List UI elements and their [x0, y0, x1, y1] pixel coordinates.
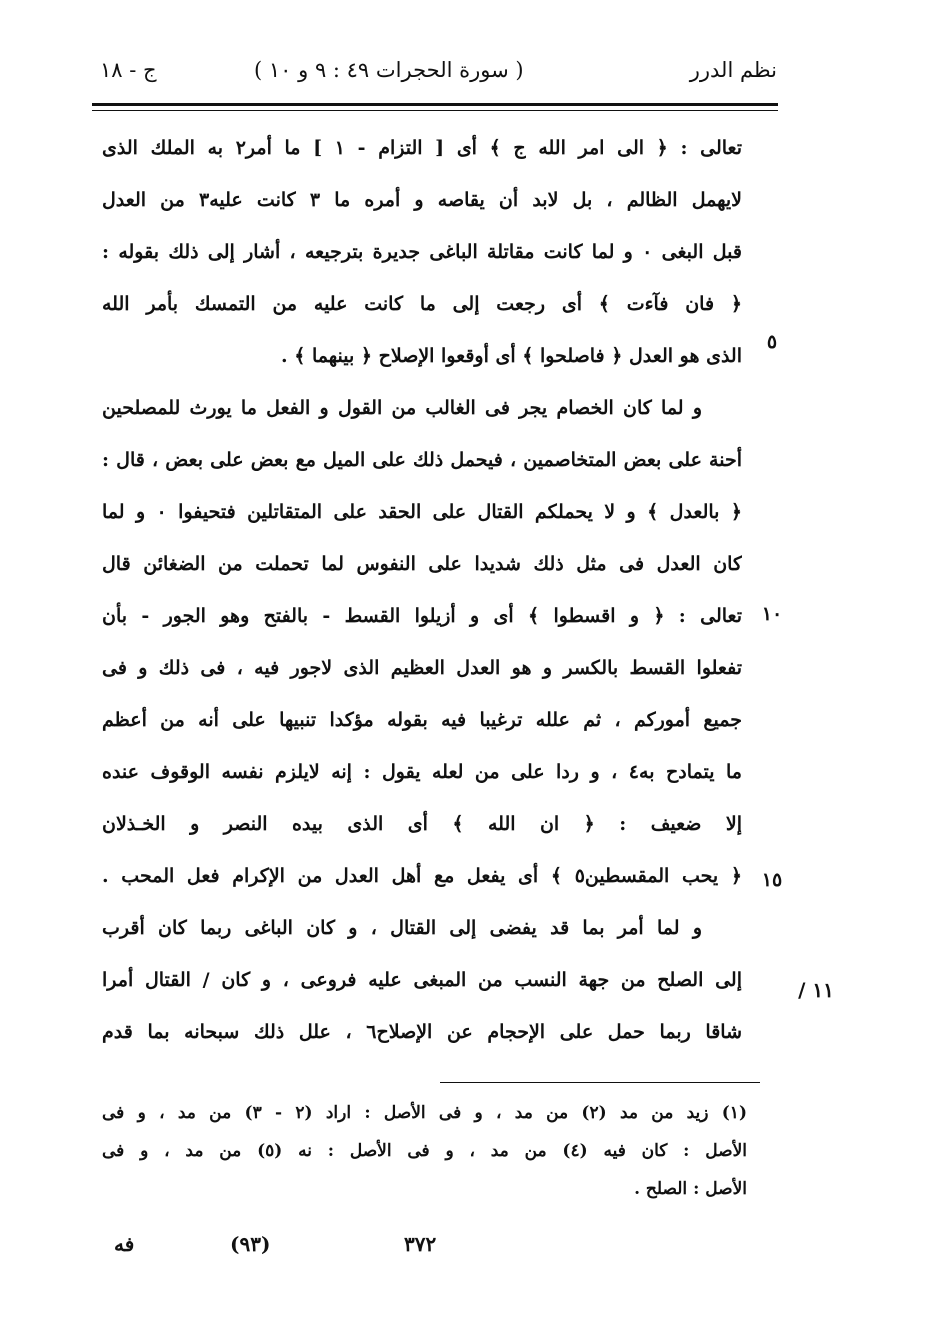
- footnote-rule: [440, 1082, 760, 1083]
- text-line: قبل البغى ٠ و لما كانت مقاتلة الباغى جديرة بترجيعه ، أشار إلى ذلك بقوله :: [102, 241, 742, 263]
- header-rule-thin: [92, 110, 778, 111]
- signature-number: (٩٣): [230, 1232, 271, 1256]
- footer-mark: فه: [114, 1232, 135, 1256]
- text-line: ما يتمادح به٤ ، و ردا على من لعله يقول : إنه لايلزم نفسه الوقوف عنده: [102, 761, 742, 783]
- header-rule-thick: [92, 103, 778, 106]
- text-line: إلى الصلح من جهة النسب من المبغى عليه فروعى ، و كان / القتال أمرا: [102, 969, 742, 991]
- text-line: شاقا ربما حمل على الإحجام عن الإصلاح٦ ، علل ذلك سبحانه بما قدم: [102, 1021, 742, 1043]
- text-line: الذى هو العدل ﴿ فاصلحوا ﴾ أى أوقعوا الإصلاح ﴿ بينهما ﴾ .: [280, 345, 742, 367]
- text-line: تعالى : ﴿ الى امر الله ج ﴾ أى [ التزام - ١ ] ما أمر٢ به الملك الذى: [102, 137, 742, 159]
- manuscript-page-marker: ١١ /: [798, 978, 834, 1002]
- text-line: ﴿ يحب المقسطين٥ ﴾ أى يفعل مع أهل العدل من الإكرام فعل المحب .: [102, 865, 742, 887]
- page-footer: [92, 1232, 782, 1266]
- footnote-line: الأصل : الصلح .: [634, 1179, 747, 1199]
- footnote-line: الأصل : كان فيه (٤) من مد ، و فى الأصل : نه (٥) من مد ، و فى: [102, 1141, 747, 1161]
- text-line: ﴿ بالعدل ﴾ و لا يحملكم القتال على الحقد على المتقاتلين فتحيفوا ٠ و لما: [102, 501, 742, 523]
- volume-number: ج - ١٨: [100, 58, 157, 82]
- footnotes: [102, 1094, 747, 1208]
- footnote-line: (١) زيد من مد (٢) من مد ، و فى الأصل : اراد (٢ - ٣) من مد ، و فى: [102, 1103, 747, 1123]
- text-line: جميع أموركم ، ثم علله ترغيبا فيه بقوله مؤكدا تنبيها على أنه من أعظم: [102, 709, 742, 731]
- text-line: تفعلوا القسط بالكسر و هو العدل العظيم الذى لاجور فيه ، فى ذلك و فى: [102, 657, 742, 679]
- text-line: كان العدل فى مثل ذلك شديدا على النفوس لما تحملت من الضغائن قال: [102, 553, 742, 575]
- text-line: و لما أمر بما قد يفضى إلى القتال ، و كان الباغى ربما كان أقرب: [102, 917, 702, 939]
- line-number-5: ٥: [766, 331, 778, 353]
- text-line: أحنة على بعض المتخاصمين ، فيحمل ذلك على الميل مع بعض على بعض ، قال :: [102, 449, 742, 471]
- running-header: [92, 58, 777, 98]
- line-number-10: ١٠: [761, 603, 783, 625]
- sura-reference: ( سورة الحجرات ٤٩ : ٩ و ١٠ ): [254, 58, 524, 82]
- line-number-15: ١٥: [761, 869, 783, 891]
- text-line: ﴿ فان فآءت ﴾ أى رجعت إلى ما كانت عليه من التمسك بأمر الله: [102, 293, 742, 315]
- text-line: تعالى : ﴿ و اقسطوا ﴾ أى و أزيلوا القسط - بالفتح وهو الجور - بأن: [102, 605, 742, 627]
- page-number: ٣٧٢: [404, 1232, 437, 1256]
- text-line: لايهمل الظالم ، بل لابد أن يقاصه و أمره ما ٣ كانت عليه٣ من العدل: [102, 189, 742, 211]
- text-line: و لما كان الخصام يجر فى الغالب من القول و الفعل ما يورث للمصلحين: [102, 397, 702, 419]
- book-title: نظم الدرر: [689, 58, 777, 82]
- main-text: [102, 122, 742, 1058]
- text-line: إلا ضعيف : ﴿ ان الله ﴾ أى الذى بيده النصر و الخـذلان: [102, 813, 742, 835]
